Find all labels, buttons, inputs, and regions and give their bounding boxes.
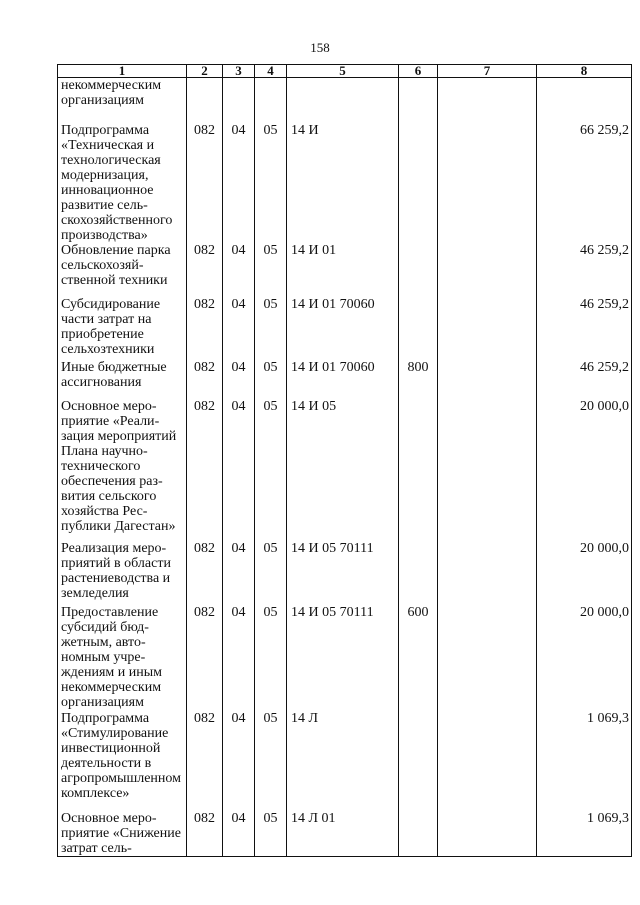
row-csr: 14 И 01: [287, 243, 399, 297]
row-rz: 04: [223, 605, 255, 711]
row-pr: 05: [255, 541, 287, 605]
row-rz: 04: [223, 297, 255, 360]
row-col7: [438, 399, 537, 541]
row-name: Подпрограмма «Техническая и технологическая модернизация, инновационное развитие сельскохозяйственного производства»: [58, 123, 187, 243]
row-vr: [399, 243, 438, 297]
table-header-row: [58, 65, 632, 78]
row-amount: 46 259,2: [537, 243, 632, 297]
row-rz: 04: [223, 541, 255, 605]
row-csr: 14 И 01 70060: [287, 360, 399, 399]
table-row: [58, 78, 632, 123]
table-row: [58, 123, 632, 243]
row-vr: [399, 541, 438, 605]
row-rz: 04: [223, 711, 255, 811]
page-number: 158: [310, 40, 330, 55]
table-row: [58, 297, 632, 360]
row-col7: [438, 78, 537, 123]
row-col7: [438, 243, 537, 297]
row-vr: 800: [399, 360, 438, 399]
row-ved: 082: [187, 399, 223, 541]
row-ved: 082: [187, 605, 223, 711]
table-row: [58, 541, 632, 605]
row-pr: 05: [255, 711, 287, 811]
row-col7: [438, 541, 537, 605]
row-rz: 04: [223, 123, 255, 243]
row-name: Предоставление субсидий бюджетным, автономным учреждениям и иным некоммерческим организациям: [58, 605, 187, 711]
row-col7: [438, 711, 537, 811]
row-amount: 46 259,2: [537, 360, 632, 399]
row-amount: 20 000,0: [537, 399, 632, 541]
table-row: [58, 360, 632, 399]
row-rz: 04: [223, 360, 255, 399]
row-pr: 05: [255, 399, 287, 541]
row-rz: [223, 78, 255, 123]
header-col-6: 6: [399, 65, 438, 78]
row-name: Иные бюджетные ассигнования: [58, 360, 187, 399]
header-col-1: 1: [58, 65, 187, 78]
row-pr: 05: [255, 297, 287, 360]
row-csr: 14 И 01 70060: [287, 297, 399, 360]
row-amount: 20 000,0: [537, 605, 632, 711]
table-row: [58, 811, 632, 857]
header-col-8: 8: [537, 65, 632, 78]
row-amount: 66 259,2: [537, 123, 632, 243]
row-amount: 20 000,0: [537, 541, 632, 605]
header-col-5: 5: [287, 65, 399, 78]
row-pr: 05: [255, 123, 287, 243]
row-ved: 082: [187, 243, 223, 297]
row-pr: 05: [255, 605, 287, 711]
row-csr: [287, 78, 399, 123]
row-ved: 082: [187, 711, 223, 811]
row-name: Основное мероприятие «Снижение затрат сель-: [58, 811, 187, 857]
row-name: Реализация мероприятий в области растениеводства и земледелия: [58, 541, 187, 605]
header-col-4: 4: [255, 65, 287, 78]
row-amount: [537, 78, 632, 123]
budget-table: [57, 64, 632, 857]
table-row: [58, 605, 632, 711]
header-col-3: 3: [223, 65, 255, 78]
row-ved: 082: [187, 360, 223, 399]
row-vr: [399, 123, 438, 243]
row-pr: 05: [255, 811, 287, 857]
row-vr: [399, 811, 438, 857]
row-rz: 04: [223, 399, 255, 541]
row-pr: [255, 78, 287, 123]
row-pr: 05: [255, 360, 287, 399]
row-csr: 14 И: [287, 123, 399, 243]
row-vr: [399, 78, 438, 123]
row-col7: [438, 605, 537, 711]
row-vr: [399, 399, 438, 541]
row-vr: 600: [399, 605, 438, 711]
row-name: Подпрограмма «Стимулирование инвестиционной деятельности в агропромышленном комплексе»: [58, 711, 187, 811]
row-name: Основное мероприятие «Реализация мероприятий Плана научно-технического обеспечения развития сельского хозяйства Республики Дагестан»: [58, 399, 187, 541]
row-amount: 46 259,2: [537, 297, 632, 360]
row-csr: 14 Л: [287, 711, 399, 811]
row-ved: 082: [187, 297, 223, 360]
row-csr: 14 И 05: [287, 399, 399, 541]
row-col7: [438, 297, 537, 360]
row-ved: 082: [187, 123, 223, 243]
row-col7: [438, 811, 537, 857]
row-csr: 14 И 05 70111: [287, 605, 399, 711]
row-amount: 1 069,3: [537, 711, 632, 811]
header-col-7: 7: [438, 65, 537, 78]
header-col-2: 2: [187, 65, 223, 78]
table-row: [58, 711, 632, 811]
row-csr: 14 И 05 70111: [287, 541, 399, 605]
row-csr: 14 Л 01: [287, 811, 399, 857]
row-name: Обновление парка сельскохозяйственной техники: [58, 243, 187, 297]
row-col7: [438, 123, 537, 243]
row-vr: [399, 711, 438, 811]
table-row: [58, 243, 632, 297]
row-rz: 04: [223, 811, 255, 857]
row-rz: 04: [223, 243, 255, 297]
row-col7: [438, 360, 537, 399]
row-ved: 082: [187, 811, 223, 857]
row-vr: [399, 297, 438, 360]
table-row: [58, 399, 632, 541]
row-name: некоммерческим организациям: [58, 78, 187, 123]
row-ved: 082: [187, 541, 223, 605]
row-name: Субсидирование части затрат на приобретение сельхозтехники: [58, 297, 187, 360]
row-amount: 1 069,3: [537, 811, 632, 857]
row-ved: [187, 78, 223, 123]
row-pr: 05: [255, 243, 287, 297]
